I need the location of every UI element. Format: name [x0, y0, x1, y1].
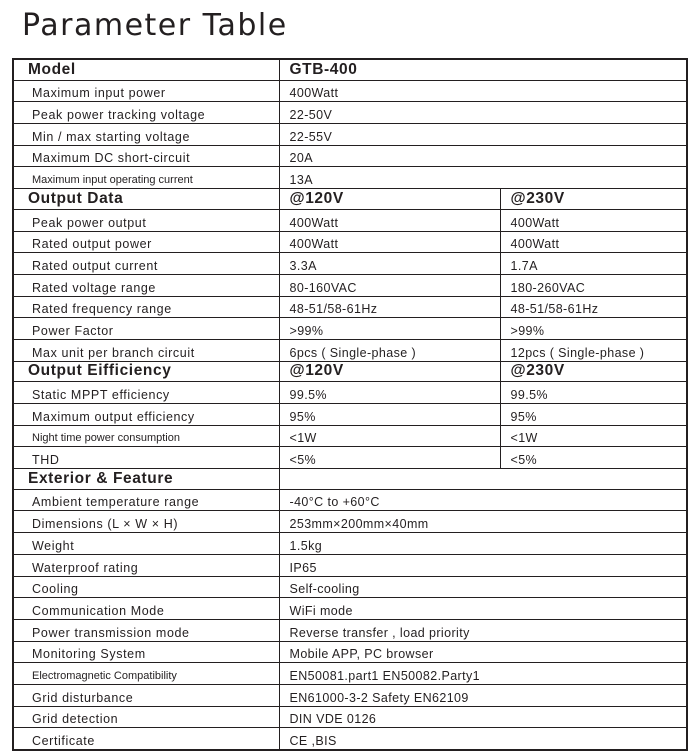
parameter-table-body — [13, 59, 687, 750]
row-value: Reverse transfer , load priority — [279, 619, 687, 641]
table-row — [13, 296, 687, 318]
table-row — [13, 728, 687, 750]
row-value-120v: 6pcs ( Single-phase ) — [279, 339, 500, 361]
row-value: 253mm×200mm×40mm — [279, 511, 687, 533]
table-row — [13, 339, 687, 361]
row-value: 22-55V — [279, 124, 687, 146]
row-value-230v: 1.7A — [500, 253, 687, 275]
row-label: Peak power tracking voltage — [13, 102, 279, 124]
row-label: Cooling — [13, 576, 279, 598]
row-value-230v: 12pcs ( Single-phase ) — [500, 339, 687, 361]
table-row — [13, 489, 687, 511]
row-value-230v: 400Watt — [500, 209, 687, 231]
row-value-120v: >99% — [279, 318, 500, 340]
table-row — [13, 124, 687, 146]
table-row — [13, 598, 687, 620]
row-label: Maximum input power — [13, 80, 279, 102]
table-row — [13, 253, 687, 275]
row-label: Maximum DC short-circuit — [13, 145, 279, 167]
row-label: Rated output current — [13, 253, 279, 275]
table-row — [13, 231, 687, 253]
table-row — [13, 167, 687, 189]
table-row — [13, 209, 687, 231]
row-value-230v: 99.5% — [500, 382, 687, 404]
section-label: Output Data — [13, 189, 279, 210]
table-row — [13, 102, 687, 124]
table-row — [13, 619, 687, 641]
page-title: Parameter Table — [22, 8, 288, 43]
table-row — [13, 447, 687, 469]
table-row — [13, 382, 687, 404]
table-row — [13, 706, 687, 728]
row-value-230v: 180-260VAC — [500, 274, 687, 296]
row-value-120v: 95% — [279, 404, 500, 426]
row-label: Ambient temperature range — [13, 489, 279, 511]
row-value-230v: 48-51/58-61Hz — [500, 296, 687, 318]
row-value-230v: <5% — [500, 447, 687, 469]
table-row — [13, 641, 687, 663]
exterior-header-row — [13, 469, 687, 490]
row-value: Mobile APP, PC browser — [279, 641, 687, 663]
row-value: DIN VDE 0126 — [279, 706, 687, 728]
table-row — [13, 404, 687, 426]
row-label: Static MPPT efficiency — [13, 382, 279, 404]
row-value-230v: 400Watt — [500, 231, 687, 253]
column-header-230v: @230V — [500, 189, 687, 210]
row-value: Self-cooling — [279, 576, 687, 598]
row-value: WiFi mode — [279, 598, 687, 620]
row-value-120v: 3.3A — [279, 253, 500, 275]
section-blank — [279, 469, 687, 490]
row-value: IP65 — [279, 554, 687, 576]
row-label: Power transmission mode — [13, 619, 279, 641]
row-label: Communication Mode — [13, 598, 279, 620]
row-value-230v: 95% — [500, 404, 687, 426]
row-value-120v: 99.5% — [279, 382, 500, 404]
column-header-120v: @120V — [279, 189, 500, 210]
parameter-table — [12, 58, 688, 751]
output-efficiency-header-row — [13, 361, 687, 382]
row-label: Max unit per branch circuit — [13, 339, 279, 361]
table-row — [13, 145, 687, 167]
column-header-230v: @230V — [500, 361, 687, 382]
table-row — [13, 533, 687, 555]
section-label: Model — [13, 59, 279, 80]
row-label: Grid disturbance — [13, 684, 279, 706]
row-value: 400Watt — [279, 80, 687, 102]
row-label: Rated frequency range — [13, 296, 279, 318]
row-value-120v: 80-160VAC — [279, 274, 500, 296]
row-value-120v: 400Watt — [279, 231, 500, 253]
section-label: Output Eifficiency — [13, 361, 279, 382]
table-row — [13, 554, 687, 576]
section-label: Exterior & Feature — [13, 469, 279, 490]
row-value: 20A — [279, 145, 687, 167]
table-row — [13, 511, 687, 533]
row-value: -40°C to +60°C — [279, 489, 687, 511]
row-value-120v: 400Watt — [279, 209, 500, 231]
model-header-row — [13, 59, 687, 80]
row-label: Grid detection — [13, 706, 279, 728]
column-header-120v: @120V — [279, 361, 500, 382]
row-label: Weight — [13, 533, 279, 555]
row-label: Rated output power — [13, 231, 279, 253]
row-value-230v: >99% — [500, 318, 687, 340]
row-label: Night time power consumption — [13, 425, 279, 447]
row-label: THD — [13, 447, 279, 469]
row-label: Maximum input operating current — [13, 167, 279, 189]
row-label: Electromagnetic Compatibility — [13, 663, 279, 685]
row-label: Peak power output — [13, 209, 279, 231]
table-row — [13, 80, 687, 102]
row-value: 1.5kg — [279, 533, 687, 555]
table-row — [13, 318, 687, 340]
table-row — [13, 274, 687, 296]
row-value-230v: <1W — [500, 425, 687, 447]
row-label: Monitoring System — [13, 641, 279, 663]
row-value: EN61000-3-2 Safety EN62109 — [279, 684, 687, 706]
row-value-120v: <5% — [279, 447, 500, 469]
row-label: Certificate — [13, 728, 279, 750]
table-row — [13, 684, 687, 706]
table-row — [13, 425, 687, 447]
row-value-120v: 48-51/58-61Hz — [279, 296, 500, 318]
row-label: Min / max starting voltage — [13, 124, 279, 146]
row-label: Waterproof rating — [13, 554, 279, 576]
row-label: Dimensions (L × W × H) — [13, 511, 279, 533]
row-value: EN50081.part1 EN50082.Party1 — [279, 663, 687, 685]
row-value: CE ,BIS — [279, 728, 687, 750]
row-value-120v: <1W — [279, 425, 500, 447]
row-label: Rated voltage range — [13, 274, 279, 296]
output-data-header-row — [13, 189, 687, 210]
row-value: 13A — [279, 167, 687, 189]
table-row — [13, 576, 687, 598]
row-value: 22-50V — [279, 102, 687, 124]
row-label: Power Factor — [13, 318, 279, 340]
table-row — [13, 663, 687, 685]
model-value: GTB-400 — [279, 59, 687, 80]
row-label: Maximum output efficiency — [13, 404, 279, 426]
